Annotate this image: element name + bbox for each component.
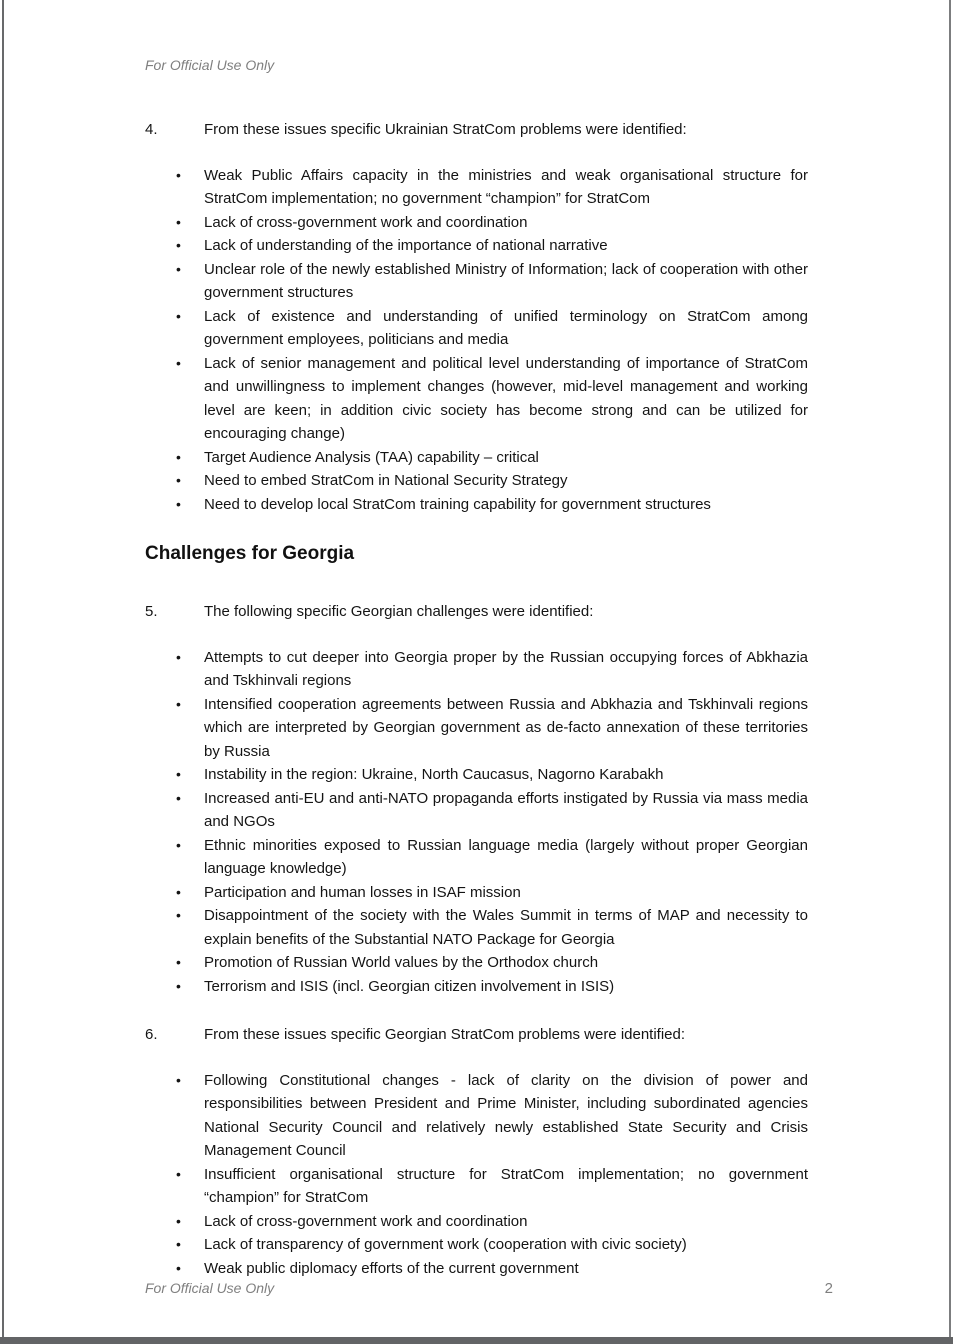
paragraph-5 [145, 600, 808, 624]
bullet-text: Following Constitutional changes - lack of clarity on the division of power and responsibilities between President and Prime Minister, including subordinated agencies National Security Council and relatively newly established State Security and Crisis Management Council [204, 1071, 808, 1159]
bullet-item [145, 951, 808, 975]
bullet-icon: • [176, 954, 181, 970]
bullet-text: Need to embed StratCom in National Security Strategy [204, 472, 568, 489]
bullet-item [145, 258, 808, 305]
bullet-item [145, 305, 808, 352]
header-classification: For Official Use Only [145, 57, 275, 73]
bullet-text: Ethnic minorities exposed to Russian language media (largely without proper Georgian language knowledge) [204, 836, 808, 877]
bullet-icon: • [176, 883, 181, 900]
bullet-text: Weak Public Affairs capacity in the ministries and weak organisational structure for StratCom implementation; no government “champion” for StratCom [204, 166, 808, 207]
paragraph-6-text: From these issues specific Georgian StratCom problems were identified: [204, 1026, 686, 1043]
bullet-item [145, 352, 808, 446]
paragraph-6 [145, 1023, 808, 1047]
bullet-item [145, 975, 808, 999]
georgian-challenges-list [145, 646, 808, 999]
bullet-text: Terrorism and ISIS (incl. Georgian citizen involvement in ISIS) [204, 977, 615, 995]
bullet-item [145, 234, 808, 258]
bullet-text: Need to develop local StratCom training capability for government structures [204, 495, 711, 513]
bullet-item [145, 493, 808, 517]
bullet-icon: • [176, 260, 181, 277]
bullet-icon: • [176, 695, 181, 712]
bullet-icon: • [176, 977, 181, 994]
bullet-icon: • [176, 1212, 181, 1229]
bullet-icon: • [176, 448, 181, 465]
bullet-icon: • [176, 166, 181, 183]
paragraph-5-text: The following specific Georgian challenges were identified: [204, 603, 594, 620]
bullet-item [145, 1233, 808, 1257]
bullet-text: Target Audience Analysis (TAA) capability – critical [204, 448, 539, 466]
page-edge-right [949, 0, 951, 1344]
bullet-icon: • [176, 1236, 181, 1252]
bullet-item [145, 646, 808, 693]
bullet-icon: • [176, 307, 181, 324]
paragraph-6-number: 6. [145, 1026, 158, 1043]
page-footer [145, 1279, 833, 1297]
bullet-text: Attempts to cut deeper into Georgia proper by the Russian occupying forces of Abkhazia and Tskhinvali regions [204, 648, 808, 689]
footer-classification: For Official Use Only [145, 1280, 275, 1296]
georgian-stratcom-problems-list [145, 1069, 808, 1281]
bullet-item [145, 693, 808, 764]
section-heading-challenges-for-georgia: Challenges for Georgia [145, 543, 355, 564]
bullet-text: Lack of cross-government work and coordination [204, 1212, 528, 1230]
bullet-text: Intensified cooperation agreements between Russia and Abkhazia and Tskhinvali regions which are interpreted by Georgian government as de-facto annexation of these territories by Russia [204, 695, 808, 760]
bullet-text: Increased anti-EU and anti-NATO propaganda efforts instigated by Russia via mass media and NGOs [204, 789, 808, 830]
ukrainian-stratcom-problems-list [145, 164, 808, 517]
bullet-icon: • [176, 836, 181, 853]
page-number: 2 [824, 1280, 833, 1297]
bullet-text: Lack of cross-government work and coordination [204, 213, 528, 231]
bullet-icon: • [176, 354, 181, 371]
bullet-icon: • [176, 907, 181, 923]
bullet-icon: • [176, 789, 181, 806]
paragraph-4-text: From these issues specific Ukrainian StratCom problems were identified: [204, 121, 687, 138]
bullet-text: Promotion of Russian World values by the Orthodox church [204, 954, 599, 971]
bullet-text: Insufficient organisational structure for StratCom implementation; no government “champion” for StratCom [204, 1165, 808, 1206]
bullet-icon: • [176, 1165, 181, 1182]
bullet-text: Participation and human losses in ISAF mission [204, 883, 521, 901]
bullet-icon: • [176, 472, 181, 488]
bullet-item [145, 1163, 808, 1210]
bullet-item [145, 1210, 808, 1234]
page-edge-left [2, 0, 4, 1344]
bullet-text: Lack of transparency of government work (cooperation with civic society) [204, 1236, 687, 1253]
bullet-item [145, 787, 808, 834]
bullet-icon: • [176, 766, 181, 782]
bullet-item [145, 446, 808, 470]
bullet-item [145, 834, 808, 881]
bullet-icon: • [176, 213, 181, 230]
bullet-text: Lack of senior management and political level understanding of importance of StratCom and unwillingness to implement changes (however, mid-level management and working level are keen; in addition civic society has become strong and can be utilized for encouraging change) [204, 354, 808, 442]
bullet-item [145, 881, 808, 905]
bullet-item [145, 763, 808, 787]
bullet-text: Lack of existence and understanding of unified terminology on StratCom among government employees, politicians and media [204, 307, 808, 348]
bullet-icon: • [176, 648, 181, 665]
bullet-text: Disappointment of the society with the Wales Summit in terms of MAP and necessity to explain benefits of the Substantial NATO Package for Georgia [204, 907, 808, 948]
bullet-icon: • [176, 1071, 181, 1088]
bullet-item [145, 1069, 808, 1163]
bullet-text: Instability in the region: Ukraine, North Caucasus, Nagorno Karabakh [204, 766, 664, 783]
bullet-item [145, 211, 808, 235]
bullet-text: Unclear role of the newly established Ministry of Information; lack of cooperation with other government structures [204, 260, 808, 301]
paragraph-5-number: 5. [145, 603, 158, 620]
bullet-item [145, 904, 808, 951]
document-page [145, 0, 808, 1280]
bullet-item [145, 164, 808, 211]
bullet-text: Lack of understanding of the importance of national narrative [204, 237, 608, 254]
bullet-icon: • [176, 1259, 181, 1276]
bullet-icon: • [176, 237, 181, 253]
bullet-icon: • [176, 495, 181, 512]
paragraph-4 [145, 118, 808, 142]
paragraph-4-number: 4. [145, 121, 158, 138]
bullet-item [145, 469, 808, 493]
bullet-text: Weak public diplomacy efforts of the current government [204, 1259, 579, 1277]
page-edge-bottom [0, 1337, 953, 1344]
bullet-item [145, 1257, 808, 1281]
